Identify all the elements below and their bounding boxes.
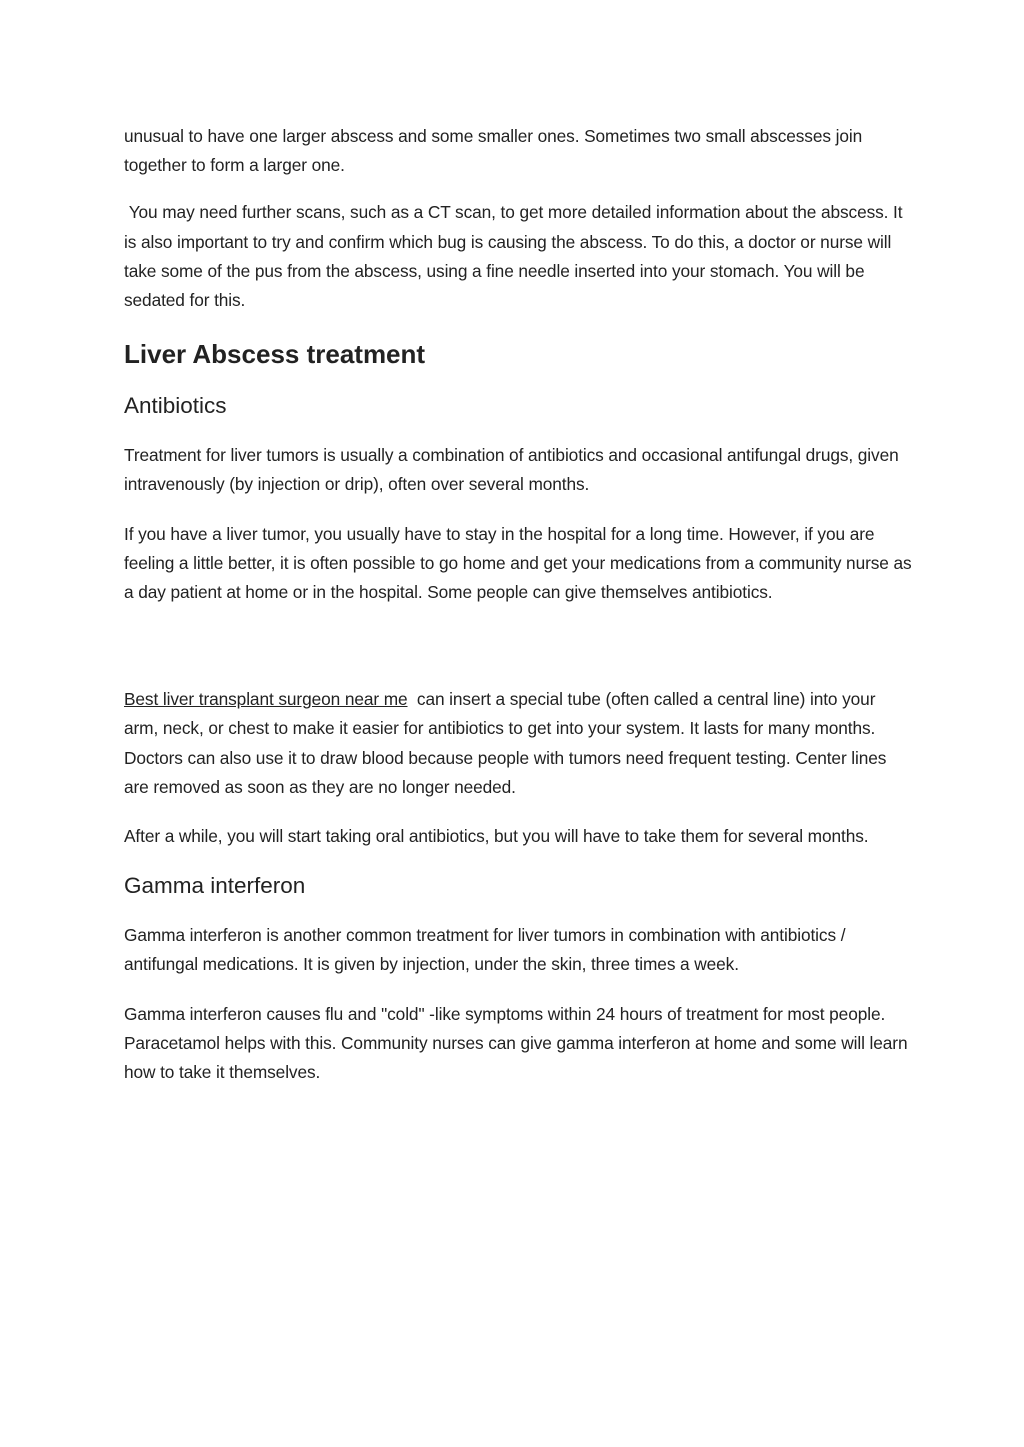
- antibiotics-paragraph-2: If you have a liver tumor, you usually have to stay in the hospital for a long time. However, if you are feeling a little better, it is often possible to go home and get your medications from a community nurse as a day patient at home or in the hospital. Some people can give themselves antibiotics.: [124, 523, 912, 603]
- gamma-paragraph-1: Gamma interferon is another common treatment for liver tumors in combination with antibiotics / antifungal medications. It is given by injection, under the skin, three times a week.: [124, 925, 846, 975]
- intro-paragraph-1: unusual to have one larger abscess and some smaller ones. Sometimes two small abscesses join together to form a larger one.: [124, 126, 863, 176]
- surgeon-link[interactable]: Best liver transplant surgeon near me: [124, 689, 408, 710]
- antibiotics-paragraph-3-text: can insert a special tube (often called a central line) into your arm, neck, or chest to make it easier for antibiotics to get into your system. It lasts for many months. Doctors can also use it to draw blood because people with tumors need frequent testing. Center lines are removed as soon as they are no longer needed.: [124, 689, 892, 797]
- heading-gamma-interferon: Gamma interferon: [124, 873, 306, 899]
- antibiotics-paragraph-4: After a while, you will start taking oral antibiotics, but you will have to take them for several months.: [124, 826, 869, 847]
- heading-liver-abscess-treatment: Liver Abscess treatment: [124, 339, 426, 370]
- heading-antibiotics: Antibiotics: [124, 393, 227, 419]
- antibiotics-paragraph-3: [124, 685, 914, 802]
- document-page: [124, 122, 914, 1107]
- antibiotics-paragraph-1: Treatment for liver tumors is usually a combination of antibiotics and occasional antifungal drugs, given intravenously (by injection or drip), often over several months.: [124, 445, 899, 495]
- intro-paragraph-2: You may need further scans, such as a CT scan, to get more detailed information about the abscess. It is also important to try and confirm which bug is causing the abscess. To do this, a doctor or nurse will take some of the pus from the abscess, using a fine needle inserted into your stomach. You will be sedated for this.: [124, 202, 908, 311]
- gamma-paragraph-2: Gamma interferon causes flu and "cold" -like symptoms within 24 hours of treatment for most people. Paracetamol helps with this. Community nurses can give gamma interferon at home and some will learn how to take it themselves.: [124, 1003, 908, 1083]
